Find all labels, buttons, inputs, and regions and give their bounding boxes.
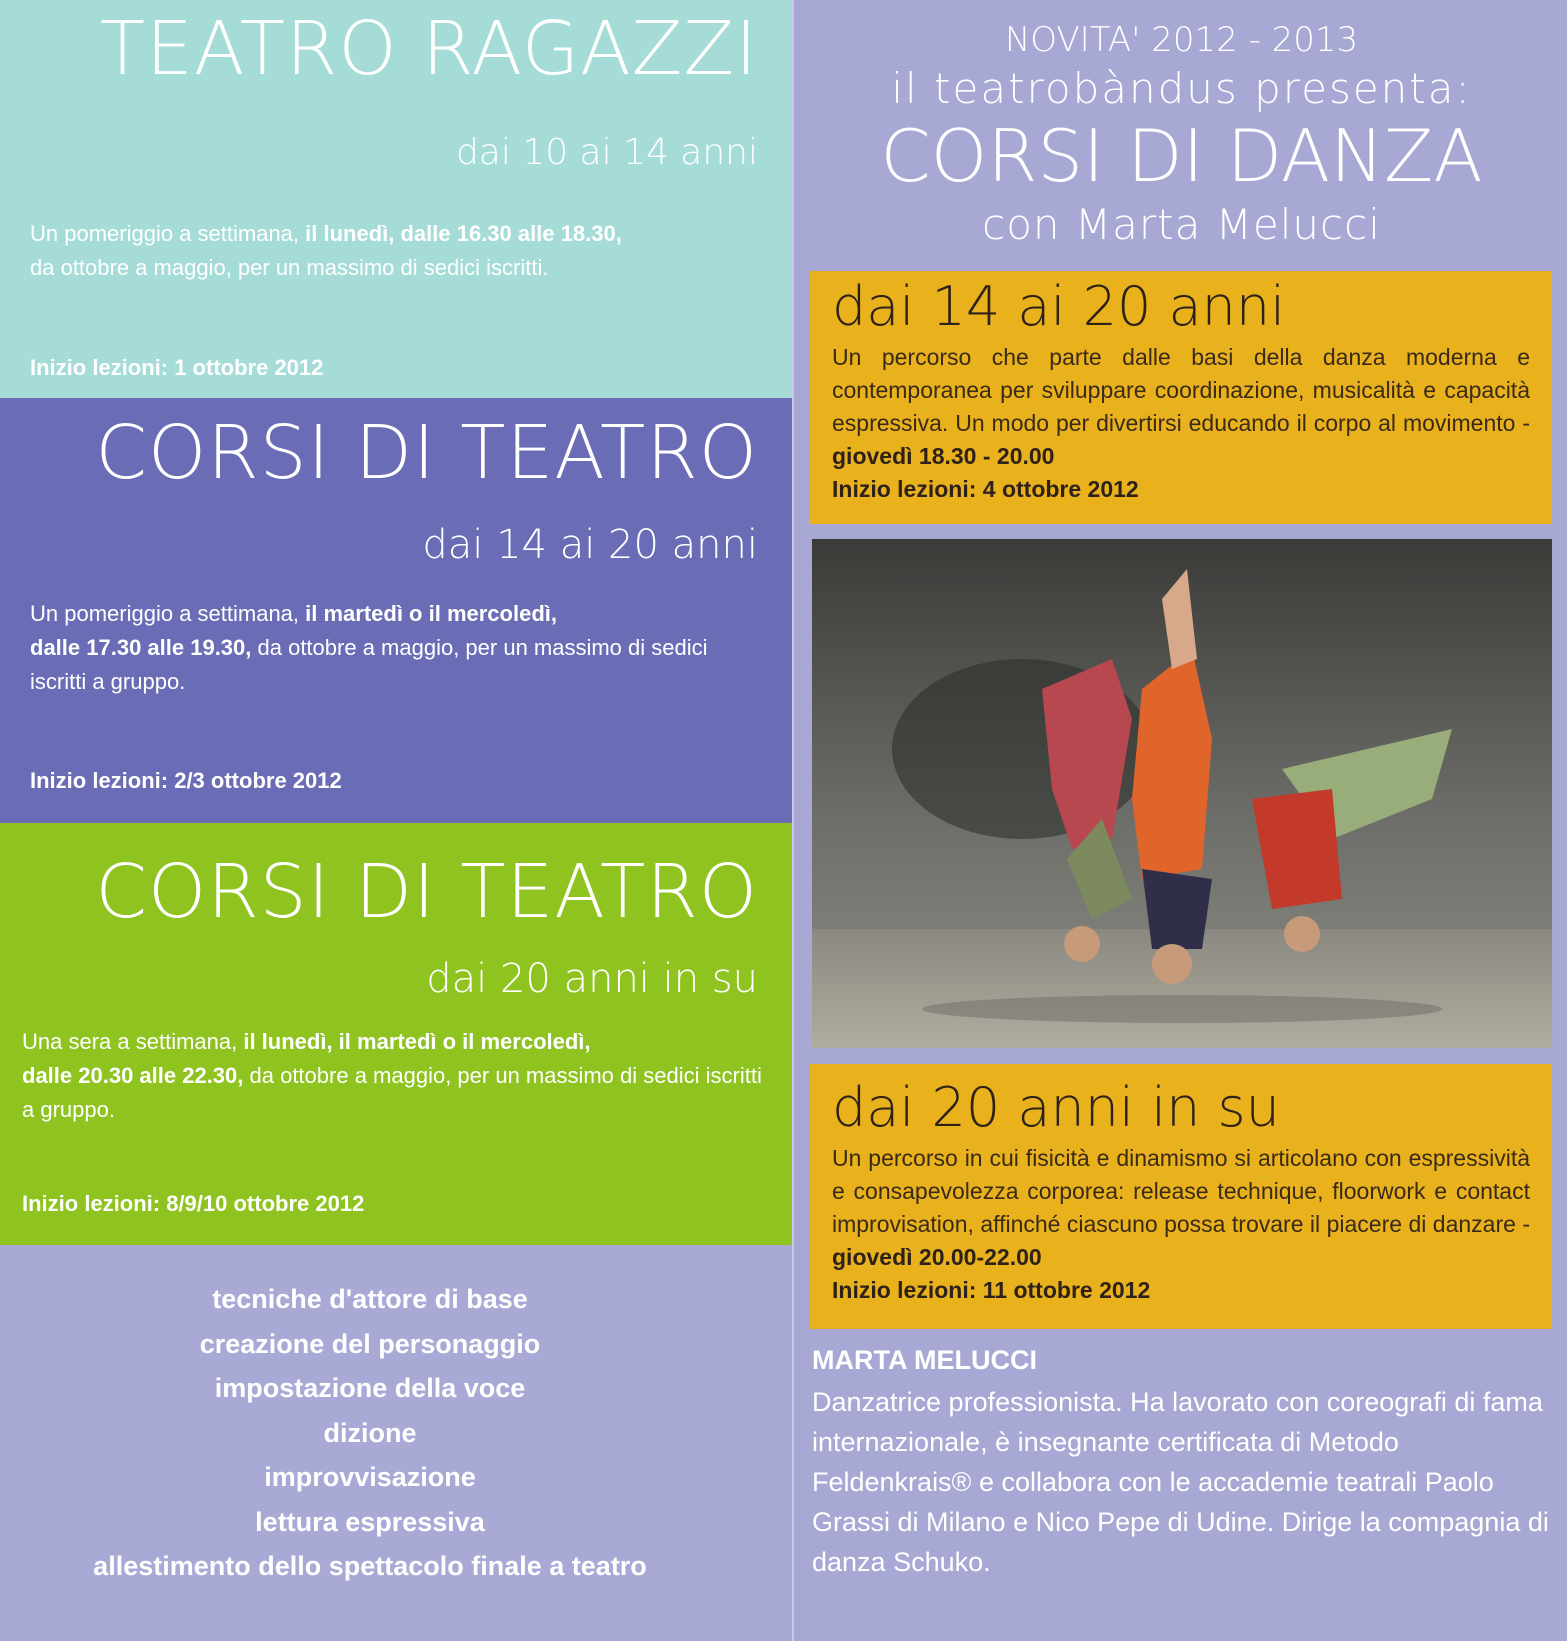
dancers-image [812,539,1552,1048]
desc-schedule: il lunedì, il martedì o il mercoledì, [243,1029,591,1054]
age-range: dai 14 ai 20 anni [832,275,1286,338]
skill-item: dizione [323,1417,417,1448]
dance-photo [812,539,1552,1048]
desc-schedule: dalle 20.30 alle 22.30, [22,1063,244,1088]
course-description [22,1025,764,1127]
age-range: dai 20 anni in su [426,956,758,1002]
section-title: CORSI DI TEATRO [95,849,758,935]
course-description [30,597,764,699]
skills-section [0,1245,792,1641]
desc-text: Un percorso in cui fisicità e dinamismo si articolano con espressività e consapevolezza corporea: release technique, floorwork e contact improvisation, affinché ciascuno possa trovare il piacere di danzare - [832,1145,1530,1237]
skill-item: allestimento dello spettacolo finale a teatro [93,1551,647,1581]
desc-schedule: giovedì 18.30 - 20.00 [832,443,1055,469]
skill-item: lettura espressiva [255,1506,485,1537]
start-date: Inizio lezioni: 2/3 ottobre 2012 [30,768,342,793]
section-title: TEATRO RAGAZZI [99,6,758,92]
desc-schedule: il martedì o il mercoledì, [305,601,557,626]
desc-text: da ottobre a maggio, per un massimo di sedici iscritti a gruppo. [30,635,708,694]
danza-box-20-plus [810,1064,1552,1329]
desc-text: Un pomeriggio a settimana, [30,601,306,626]
desc-text: da ottobre a maggio, per un massimo di sedici iscritti. [30,255,549,280]
novita-label: NOVITA' 2012 - 2013 [1004,20,1359,60]
desc-text: da ottobre a maggio, per un massimo di sedici iscritti a gruppo. [22,1063,762,1122]
right-column [792,0,1567,1641]
age-range: dai 20 anni in su [832,1076,1280,1139]
corsi-teatro-20-plus-section [0,823,792,1245]
skills-list [0,1277,740,1589]
teatro-ragazzi-section [0,0,792,398]
bio-text: Danzatrice professionista. Ha lavorato con coreografi di fama internazionale, è insegnante certificata di Metodo Feldenkrais® e collabora con le accademie teatrali Paolo Grassi di Milano e Nico Pepe di Udine. Dirige la compagnia di danza Schuko. [812,1387,1549,1577]
start-date: Inizio lezioni: 11 ottobre 2012 [832,1277,1151,1303]
desc-text: Un pomeriggio a settimana, [30,221,306,246]
skill-item: improvvisazione [264,1462,476,1492]
course-description [30,217,764,285]
teacher-line: con Marta Melucci [982,200,1381,249]
danza-title: CORSI DI DANZA [880,114,1483,198]
desc-schedule: dalle 17.30 alle 19.30, [30,635,252,660]
danza-box-14-20 [810,271,1552,524]
start-date: Inizio lezioni: 8/9/10 ottobre 2012 [22,1191,365,1216]
age-range: dai 10 ai 14 anni [455,132,758,173]
skill-item: tecniche d'attore di base [212,1284,528,1314]
desc-schedule: giovedì 20.00-22.00 [832,1244,1042,1270]
corsi-teatro-14-20-section [0,398,792,823]
course-description [832,1142,1530,1274]
bio-title: MARTA MELUCCI [812,1345,1037,1375]
presenta-line: il teatrobàndus presenta: [891,64,1472,113]
skill-item: creazione del personaggio [199,1328,541,1359]
desc-schedule: il lunedì, dalle 16.30 alle 18.30, [305,221,622,246]
desc-text: Un percorso che parte dalle basi della danza moderna e contemporanea per sviluppare coordinazione, musicalità e capacità espressiva. Un modo per divertirsi educando il corpo al movimento - [832,344,1530,436]
section-title: CORSI DI TEATRO [95,410,758,496]
desc-text: Una sera a settimana, [22,1029,244,1054]
start-date: Inizio lezioni: 1 ottobre 2012 [30,355,324,380]
start-date: Inizio lezioni: 4 ottobre 2012 [832,476,1139,502]
age-range: dai 14 ai 20 anni [422,522,758,568]
course-description [832,341,1530,473]
skill-item: impostazione della voce [214,1373,526,1403]
